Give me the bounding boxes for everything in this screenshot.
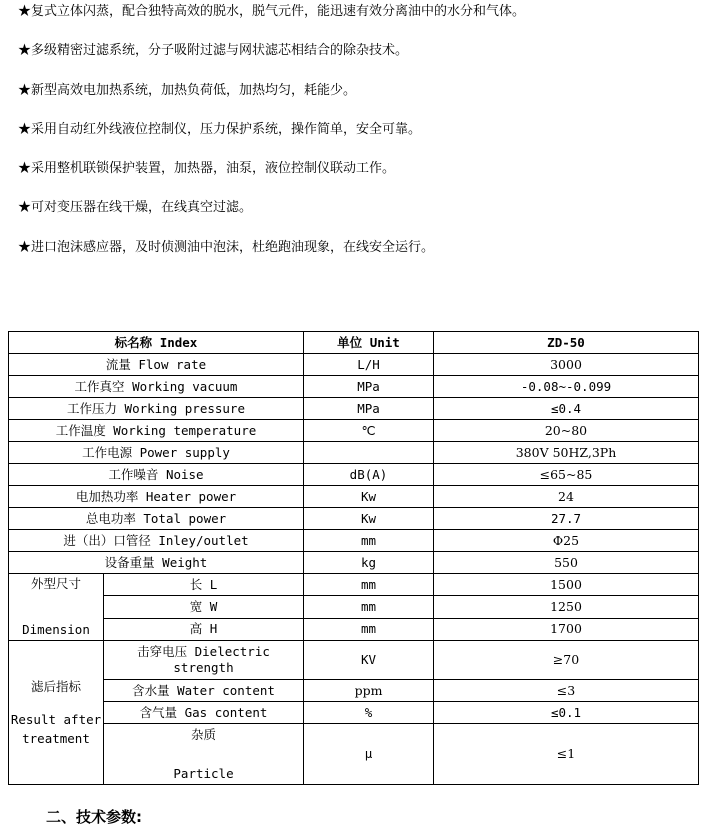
table-row bbox=[9, 376, 699, 398]
table-row bbox=[9, 354, 699, 376]
dimension-label-cn: 外型尺寸 bbox=[30, 576, 81, 591]
param-unit bbox=[304, 442, 434, 464]
param-unit: mm bbox=[304, 530, 434, 552]
feature-item: ★进口泡沫感应器，及时侦测油中泡沫，杜绝跑油现象，在线安全运行。 bbox=[18, 240, 435, 255]
param-name: 设备重量 Weight bbox=[9, 552, 304, 574]
param-name: 进（出）口管径 Inley/outlet bbox=[9, 530, 304, 552]
param-unit: μ bbox=[304, 724, 434, 785]
param-value: 1700 bbox=[434, 618, 699, 640]
feature-item: ★新型高效电加热系统，加热负荷低，加热均匀，耗能少。 bbox=[18, 83, 357, 98]
param-name-line-1: 杂质 bbox=[190, 727, 216, 742]
feature-item: ★采用自动红外线液位控制仪，压力保护系统，操作简单，安全可靠。 bbox=[18, 122, 422, 137]
param-name: 长 L bbox=[104, 574, 304, 596]
dimension-group-label bbox=[9, 574, 104, 641]
param-unit: KV bbox=[304, 641, 434, 680]
param-unit: Kw bbox=[304, 486, 434, 508]
param-name: 电加热功率 Heater power bbox=[9, 486, 304, 508]
param-name: 工作压力 Working pressure bbox=[9, 398, 304, 420]
table-row bbox=[9, 420, 699, 442]
result-label-en-2: treatment bbox=[22, 731, 90, 746]
param-name: 宽 W bbox=[104, 596, 304, 618]
table-row bbox=[9, 574, 699, 596]
param-unit: L/H bbox=[304, 354, 434, 376]
table-row bbox=[9, 702, 699, 724]
result-group-label bbox=[9, 641, 104, 785]
spec-table bbox=[8, 331, 699, 785]
feature-item: ★采用整机联锁保护装置，加热器，油泵，液位控制仪联动工作。 bbox=[18, 161, 396, 176]
param-name-line-1: 击穿电压 Dielectric bbox=[137, 644, 270, 659]
table-row bbox=[9, 641, 699, 680]
param-name: 流量 Flow rate bbox=[9, 354, 304, 376]
param-unit: kg bbox=[304, 552, 434, 574]
param-value: 380V 50HZ,3Ph bbox=[434, 442, 699, 464]
param-name: 含气量 Gas content bbox=[104, 702, 304, 724]
param-name: 总电功率 Total power bbox=[9, 508, 304, 530]
param-unit: Kw bbox=[304, 508, 434, 530]
param-value: 27.7 bbox=[434, 508, 699, 530]
param-unit: MPa bbox=[304, 376, 434, 398]
param-unit: ppm bbox=[304, 680, 434, 702]
table-header-row bbox=[9, 332, 699, 354]
param-value: ≤65~85 bbox=[434, 464, 699, 486]
table-row bbox=[9, 552, 699, 574]
param-unit: % bbox=[304, 702, 434, 724]
table-row bbox=[9, 596, 699, 618]
feature-item: ★可对变压器在线干燥，在线真空过滤。 bbox=[18, 200, 253, 215]
param-name-line-2: Particle bbox=[173, 766, 234, 781]
param-value: ≤0.4 bbox=[434, 398, 699, 420]
param-unit: mm bbox=[304, 618, 434, 640]
param-value: 24 bbox=[434, 486, 699, 508]
param-name: 高 H bbox=[104, 618, 304, 640]
param-name bbox=[104, 724, 304, 785]
feature-item: ★多级精密过滤系统，分子吸附过滤与网状滤芯相结合的除杂技术。 bbox=[18, 43, 409, 58]
table-row bbox=[9, 442, 699, 464]
header-index: 标名称 Index bbox=[9, 332, 304, 354]
table-row bbox=[9, 486, 699, 508]
param-unit: dB(A) bbox=[304, 464, 434, 486]
table-row bbox=[9, 724, 699, 785]
param-unit: mm bbox=[304, 596, 434, 618]
param-value: ≤1 bbox=[434, 724, 699, 785]
param-unit: mm bbox=[304, 574, 434, 596]
param-value: ≤0.1 bbox=[434, 702, 699, 724]
table-row bbox=[9, 464, 699, 486]
table-row bbox=[9, 508, 699, 530]
param-name bbox=[104, 641, 304, 680]
dimension-label-en: Dimension bbox=[22, 622, 90, 637]
param-value: 3000 bbox=[434, 354, 699, 376]
table-row bbox=[9, 530, 699, 552]
table-row bbox=[9, 398, 699, 420]
param-name: 工作温度 Working temperature bbox=[9, 420, 304, 442]
table-row bbox=[9, 680, 699, 702]
param-value: 550 bbox=[434, 552, 699, 574]
param-value: 1250 bbox=[434, 596, 699, 618]
param-value: ≥70 bbox=[434, 641, 699, 680]
param-name: 含水量 Water content bbox=[104, 680, 304, 702]
param-value: 20~80 bbox=[434, 420, 699, 442]
feature-item: ★复式立体闪蒸，配合独特高效的脱水，脱气元件，能迅速有效分离油中的水分和气体。 bbox=[18, 4, 526, 19]
header-unit: 单位 Unit bbox=[304, 332, 434, 354]
header-model: ZD-50 bbox=[434, 332, 699, 354]
result-label-en-1: Result after bbox=[10, 712, 102, 727]
param-value: 1500 bbox=[434, 574, 699, 596]
param-value: -0.08~-0.099 bbox=[434, 376, 699, 398]
result-label-cn: 滤后指标 bbox=[30, 679, 81, 694]
table-row bbox=[9, 618, 699, 640]
param-unit: ℃ bbox=[304, 420, 434, 442]
param-name-line-2: strength bbox=[173, 660, 234, 675]
section-title: 二、技术参数: bbox=[46, 808, 142, 826]
param-name: 工作噪音 Noise bbox=[9, 464, 304, 486]
param-name: 工作电源 Power supply bbox=[9, 442, 304, 464]
param-unit: MPa bbox=[304, 398, 434, 420]
param-name: 工作真空 Working vacuum bbox=[9, 376, 304, 398]
param-value: Φ25 bbox=[434, 530, 699, 552]
param-value: ≤3 bbox=[434, 680, 699, 702]
